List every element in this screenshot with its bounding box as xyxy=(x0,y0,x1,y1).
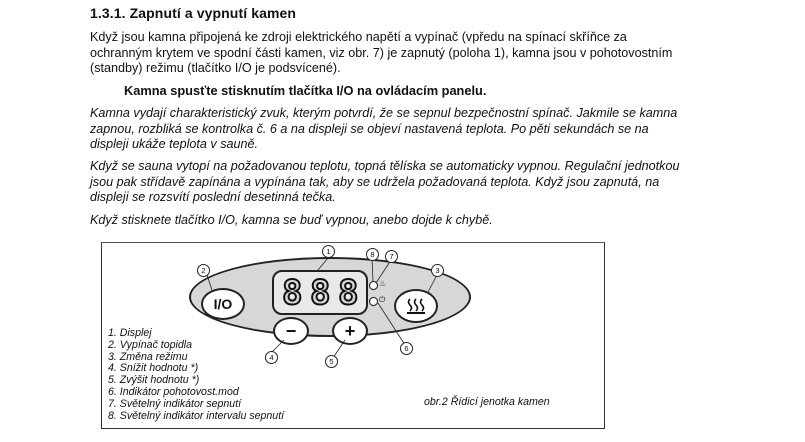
callout-1: 1 xyxy=(322,245,335,258)
legend-item: 8. Světelný indikátor intervalu sepnutí xyxy=(108,409,285,422)
callout-5: 5 xyxy=(325,355,338,368)
text-line: displeji se rozsvítí poslední desetinná tečka. xyxy=(90,190,336,205)
display-digit: 8 xyxy=(282,273,303,313)
text-line: Kamna vydají charakteristický zvuk, kterým potvrdí, že se sepnul bezpečnostní spínač. Jakmile se kamna xyxy=(90,106,678,120)
legend-item: 2. Vypínač topidla xyxy=(108,338,193,351)
power-io-button[interactable]: I/O xyxy=(201,288,245,320)
legend-item: 6. Indikátor pohotovost.mod xyxy=(108,385,239,398)
instruction-line: Kamna spusťte stisknutím tlačítka I/O na ovládacím panelu. xyxy=(124,83,487,98)
text-line: (standby) režimu (tlačítko I/O je podsvícené). xyxy=(90,61,341,76)
display-digit: 8 xyxy=(338,273,359,313)
text-line: Když jsou kamna připojená ke zdroji elektrického napětí a vypínač (vpředu na spínací skříňce za xyxy=(90,30,627,44)
callout-4: 4 xyxy=(265,351,278,364)
callout-7: 7 xyxy=(385,250,398,263)
callout-6: 6 xyxy=(400,342,413,355)
paragraph-off: Když stisknete tlačítko I/O, kamna se buď vypnou, anebo dojde k chybě. xyxy=(90,213,493,227)
callout-3: 3 xyxy=(431,264,444,277)
callout-8: 8 xyxy=(366,248,379,261)
legend-item: 7. Světelný indikátor sepnutí xyxy=(108,397,242,410)
text-line: Když se sauna vytopí na požadovanou teplotu, topná tělíska se automaticky vypnou. Regulační jednotkou xyxy=(90,159,680,173)
text-line: jsou pak střídavě zapínána a vypínána tak, aby se udržela požadovaná teplota. Když jsou zapnutá, na xyxy=(90,174,660,189)
figure-caption: obr.2 Řídicí jenotka kamen xyxy=(424,396,550,408)
text-line: zapnou, rozbliká se kontrolka č. 6 a na displeji se objeví nastavená teplota. Po pěti sekundách se na xyxy=(90,121,649,136)
legend-item: 4. Snížit hodnotu *) xyxy=(108,362,199,375)
callout-2: 2 xyxy=(197,264,210,277)
heater-small-icon: ♨ xyxy=(379,279,387,288)
legend-item: 5. Zvýšit hodnotu *) xyxy=(108,374,200,387)
legend-item: 1. Displej xyxy=(108,327,152,339)
text-line: ochranným krytem ve spodní části kamen, viz obr. 7) je zapnutý (poloha 1), kamna jsou v pohotovostním xyxy=(90,45,673,60)
standby-small-icon: ⏻ xyxy=(379,295,386,304)
section-heading: 1.3.1. Zapnutí a vypnutí kamen xyxy=(90,5,297,21)
legend-item: 3. Změna režimu xyxy=(108,350,188,363)
decrease-button[interactable]: − xyxy=(273,317,309,345)
display-digit: 8 xyxy=(310,273,331,313)
figure-legend xyxy=(108,328,284,422)
text-line: displeji ukáže teplota v sauně. xyxy=(90,137,259,152)
increase-button[interactable]: + xyxy=(332,317,368,345)
